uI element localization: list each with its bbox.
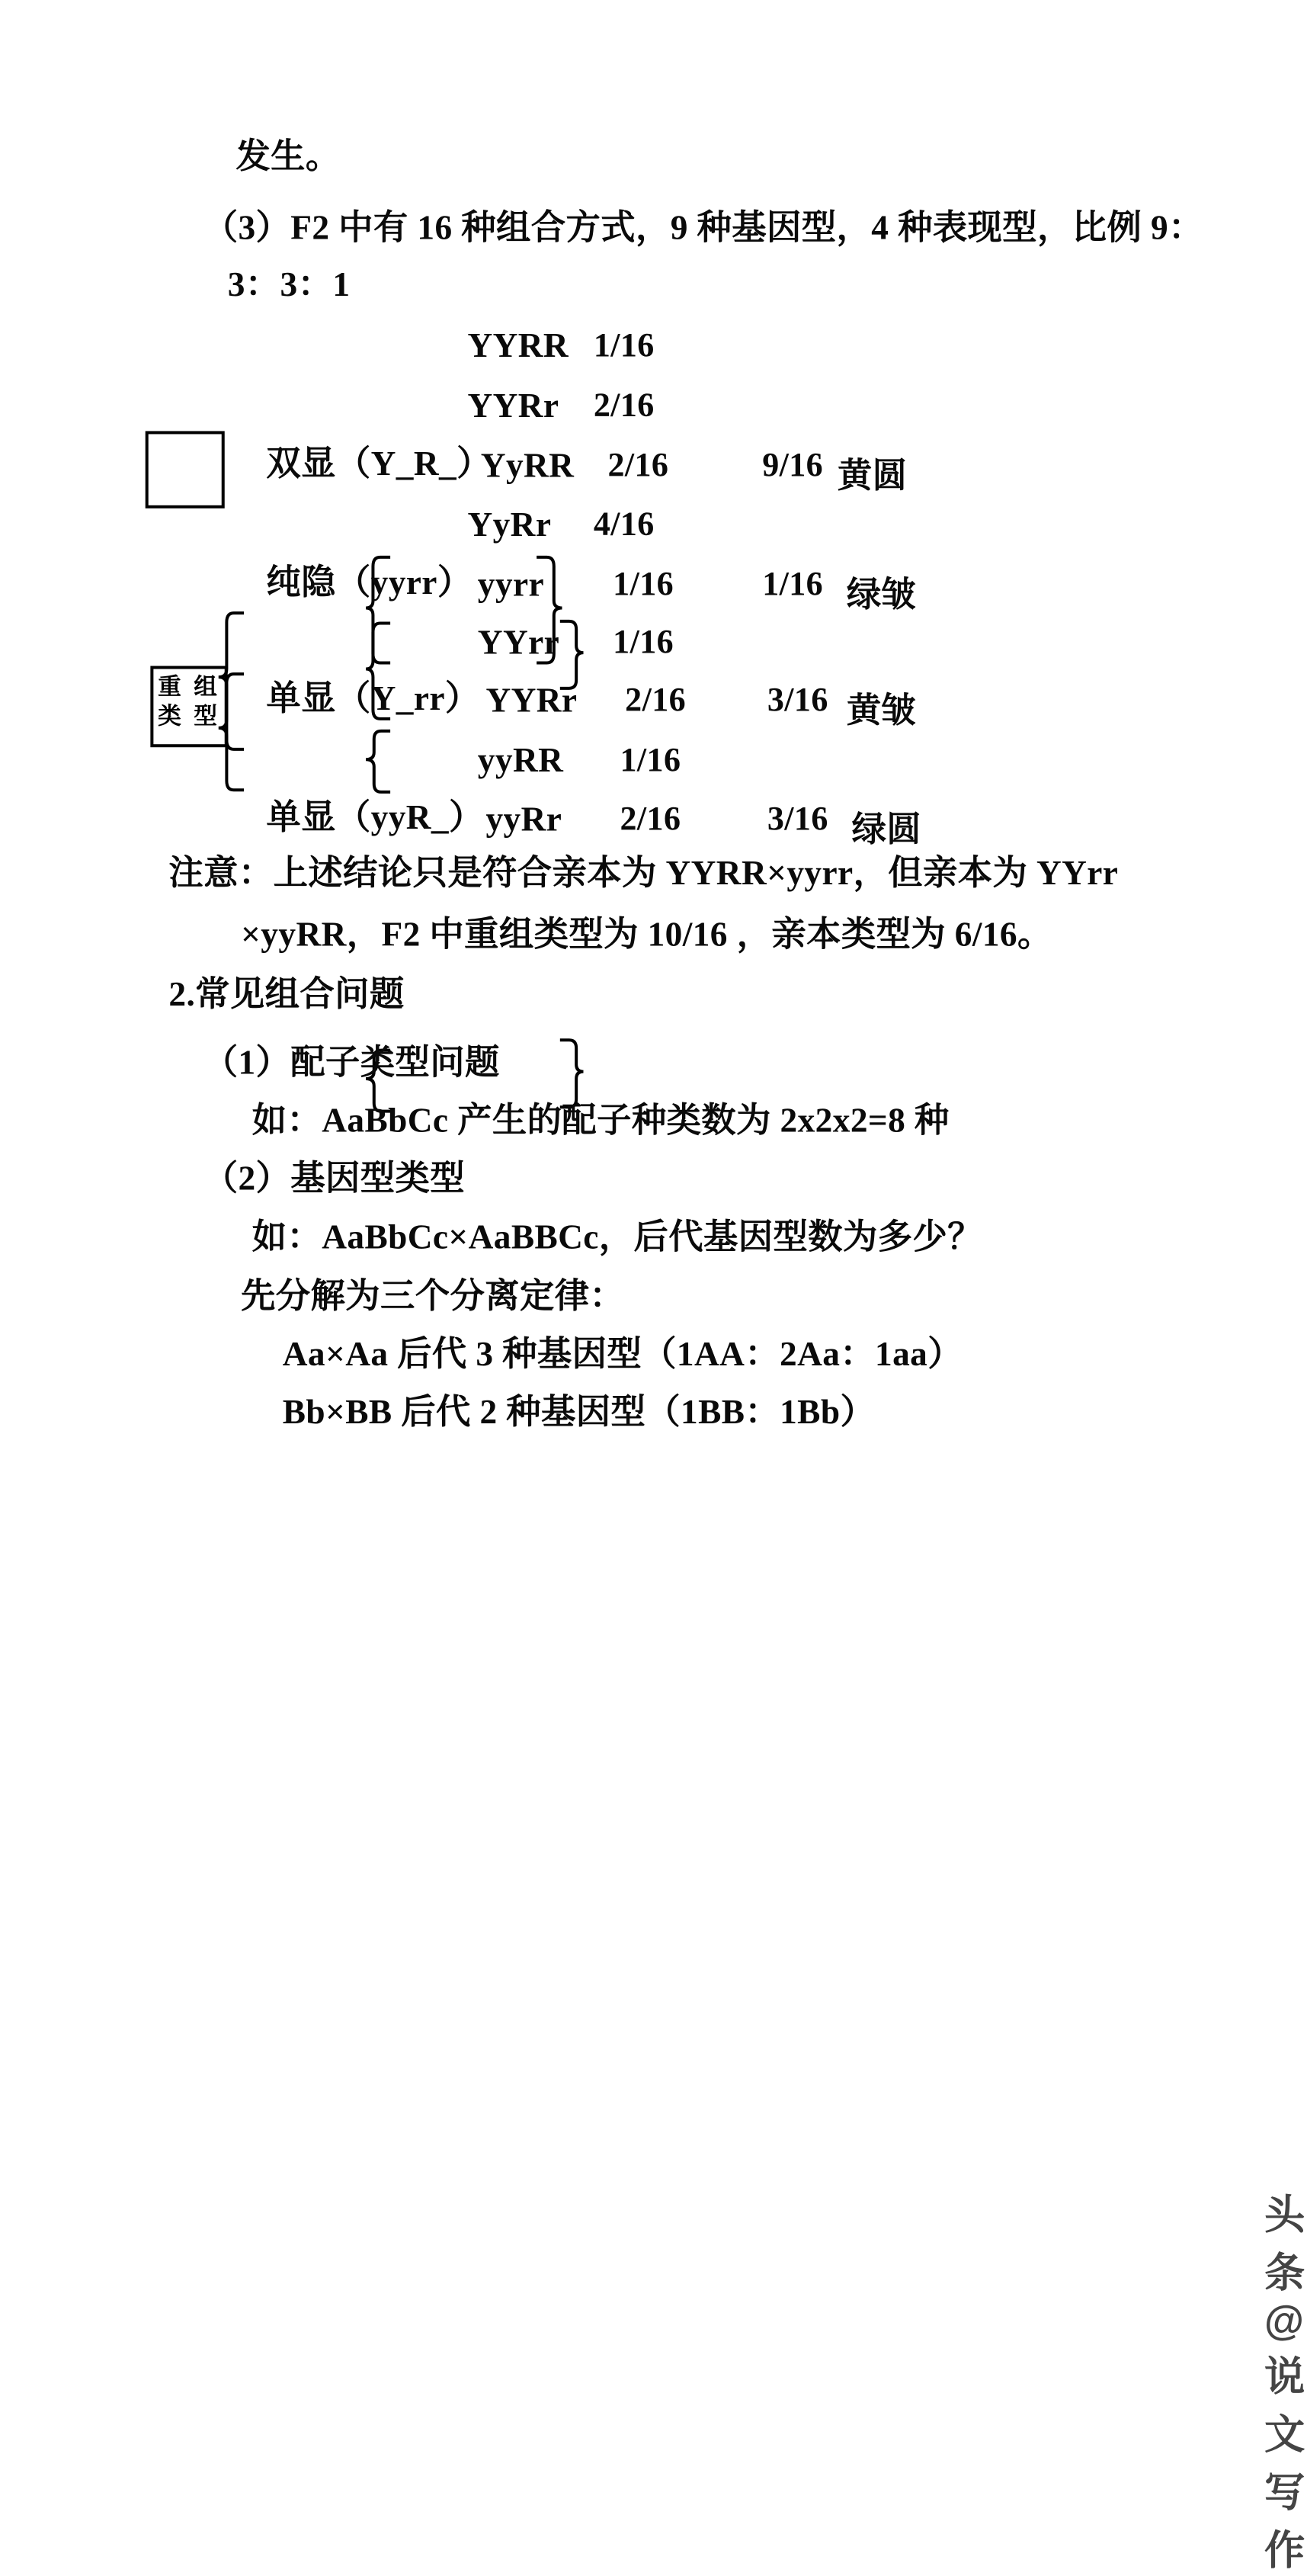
class-label: 双显（Y_R_） xyxy=(266,445,492,483)
genotype-fraction: 2/16 xyxy=(593,387,655,425)
sub1-example: 如：AaBbCc 产生的配子种类数为 2x2x2=8 种 xyxy=(251,1102,950,1140)
genotype-cell: yyRR xyxy=(477,742,564,780)
genotype-cell: yyrr xyxy=(477,566,545,605)
phenotype-label: 黄皱 xyxy=(846,692,917,730)
recombinant-type-line2: 类 型 xyxy=(158,702,220,729)
genotype-cell: YyRr xyxy=(467,506,552,544)
brace-genotype-3 xyxy=(557,1037,588,1110)
genotype-cell: YYRR xyxy=(467,327,569,365)
genotype-cell: YYRr xyxy=(485,682,578,720)
class-label: 纯隐（yyrr） xyxy=(266,564,473,602)
genotype-cell: YyRR xyxy=(480,447,575,486)
genotype-cell: YYrr xyxy=(477,624,560,662)
brace-recombinant-group-2 xyxy=(213,671,248,793)
sub2-example: 如：AaBbCc×AaBBCc，后代基因型数为多少？ xyxy=(251,1219,982,1257)
phenotype-fraction: 3/16 xyxy=(767,682,828,719)
watermark-text: 头条 @说文写作 xyxy=(1264,2193,1307,2574)
sub2-law2: Bb×BB 后代 2 种基因型（1BB：1Bb） xyxy=(282,1394,876,1432)
sub2-hint: 先分解为三个分离定律： xyxy=(241,1278,625,1316)
note-line1: 注意：上述结论只是符合亲本为 YYRR×yyrr，但亲本为 YYrr xyxy=(168,855,1119,893)
brace-genotype-2 xyxy=(557,618,588,691)
class-label: 单显（Y_rr） xyxy=(266,680,480,718)
phenotype-fraction: 3/16 xyxy=(767,800,828,838)
brace-middle-3 xyxy=(364,728,394,795)
paragraph-continued: 发生。 xyxy=(235,138,341,176)
section2-title: 2.常见组合问题 xyxy=(168,976,405,1014)
genotype-fraction: 1/16 xyxy=(613,624,674,661)
sub1-title: （1）配子类型问题 xyxy=(203,1044,500,1082)
genotype-cell: YYRr xyxy=(467,387,559,425)
class-label: 单显（yyR_） xyxy=(266,799,484,837)
sub2-law1: Aa×Aa 后代 3 种基因型（1AA：2Aa：1aa） xyxy=(282,1336,963,1374)
sub2-title: （2）基因型类型 xyxy=(203,1160,466,1198)
genotype-fraction: 2/16 xyxy=(620,800,681,838)
genotype-fraction: 1/16 xyxy=(593,327,655,364)
genotype-fraction: 2/16 xyxy=(607,447,669,484)
genotype-fraction: 2/16 xyxy=(625,682,687,719)
note-line2: ×yyRR，F2 中重组类型为 10/16 ，亲本类型为 6/16。 xyxy=(241,916,1052,954)
phenotype-label: 黄圆 xyxy=(837,457,908,496)
genotype-cell: yyRr xyxy=(485,800,562,839)
phenotype-fraction: 9/16 xyxy=(762,447,824,484)
recombinant-type-line1: 重 组 xyxy=(158,672,220,700)
parental-type-box xyxy=(146,431,225,508)
paragraph-item3-line2: 3：3：1 xyxy=(227,266,351,304)
phenotype-fraction: 1/16 xyxy=(762,566,824,603)
paragraph-item3-line1: （3）F2 中有 16 种组合方式，9 种基因型，4 种表现型，比例 9： xyxy=(203,209,1203,248)
genotype-fraction: 1/16 xyxy=(620,742,681,779)
genotype-fraction: 4/16 xyxy=(593,506,655,544)
genotype-fraction: 1/16 xyxy=(613,566,674,603)
phenotype-label: 绿圆 xyxy=(851,811,922,849)
phenotype-label: 绿皱 xyxy=(846,576,917,614)
